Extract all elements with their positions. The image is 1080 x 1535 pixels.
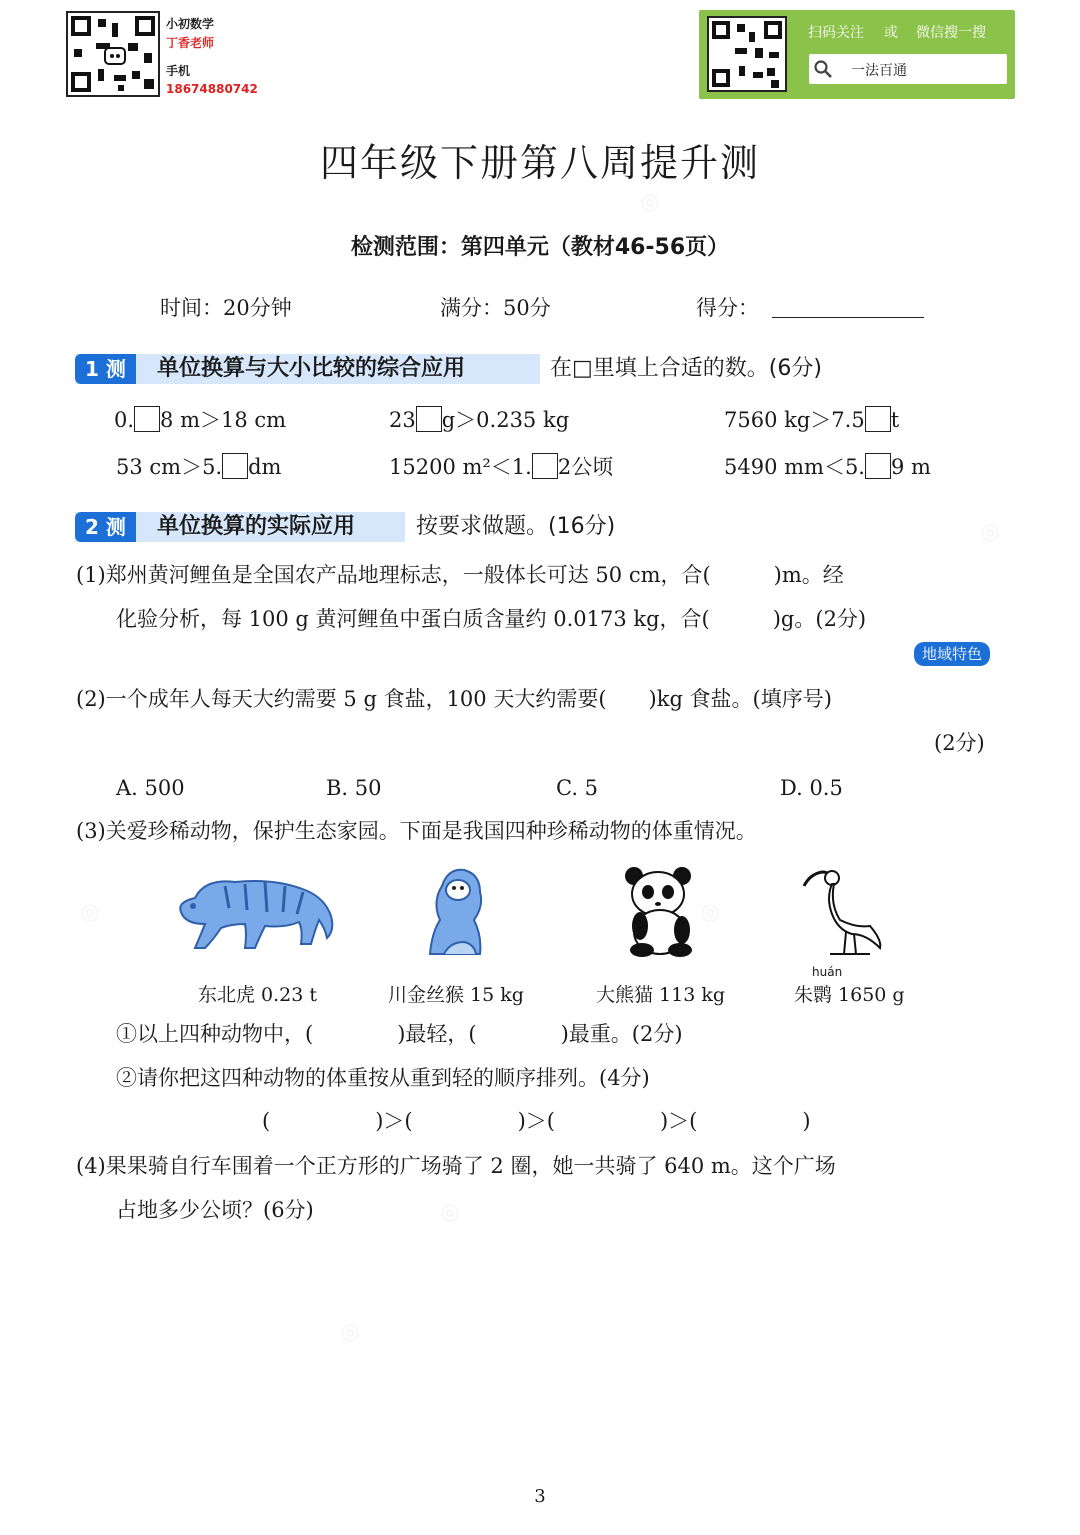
- q3-intro: (3)关爱珍稀动物，保护生态家园。下面是我国四种珍稀动物的体重情况。: [76, 819, 757, 843]
- page-title: 四年级下册第八周提升测: [319, 141, 760, 185]
- section1-badge: 1 测: [75, 354, 136, 384]
- option-c[interactable]: C. 5: [556, 776, 599, 800]
- ibis-icon: [800, 864, 886, 958]
- q3-sub1: ①以上四种动物中，( )最轻，( )最重。(2分): [116, 1022, 683, 1046]
- regional-feature-tag: 地域特色: [914, 642, 990, 666]
- answer-box[interactable]: [134, 406, 160, 432]
- answer-box[interactable]: [532, 453, 558, 479]
- animal-label-tiger: 东北虎 0.23 t: [198, 984, 318, 1006]
- option-a[interactable]: A. 500: [116, 776, 185, 800]
- q1-line2: 化验分析，每 100 g 黄河鲤鱼中蛋白质含量约 0.0173 kg，合( )g。(2分): [116, 607, 867, 631]
- s1-item4: 53 cm＞5. dm: [116, 455, 282, 479]
- or-text: 或: [884, 25, 898, 41]
- section1-title: 单位换算与大小比较的综合应用: [157, 356, 466, 381]
- section2-badge: 2 测: [75, 512, 136, 542]
- watermark: ◎: [694, 896, 725, 929]
- scan-follow-text: 扫码关注: [808, 25, 864, 41]
- watermark: ◎: [74, 896, 105, 929]
- watermark: ◎: [434, 1196, 465, 1229]
- answer-box[interactable]: [865, 453, 891, 479]
- search-input[interactable]: [809, 54, 1007, 84]
- section2-requirement: 按要求做题。(16分): [416, 514, 616, 539]
- left-card-line2: 丁香老师: [166, 36, 215, 50]
- tiger-icon: [175, 868, 337, 954]
- wechat-search-text: 微信搜一搜: [916, 25, 986, 41]
- s1-item1: 0. 8 m＞18 cm: [114, 408, 287, 432]
- animal-label-monkey: 川金丝猴 15 kg: [388, 984, 524, 1006]
- test-scope: 检测范围：第四单元（教材46-56页）: [350, 235, 730, 260]
- ibis-pinyin: huán: [812, 965, 843, 979]
- qr-code-left[interactable]: [66, 11, 160, 97]
- s1-item3: 7560 kg＞7.5 t: [724, 408, 900, 432]
- time-limit: 时间：20分钟: [160, 296, 292, 320]
- score-blank[interactable]: [772, 317, 924, 318]
- q4-line1: (4)果果骑自行车围着一个正方形的广场骑了 2 圈，她一共骑了 640 m。这个广场: [76, 1154, 836, 1178]
- q2-score: (2分): [934, 731, 985, 755]
- q1-line1: (1)郑州黄河鲤鱼是全国农产品地理标志，一般体长可达 50 cm，合( )m。经: [76, 563, 844, 587]
- section2-title: 单位换算的实际应用: [157, 514, 356, 539]
- monkey-icon: [420, 862, 490, 960]
- left-card-line1: 小初数学: [166, 17, 215, 31]
- watermark: ◎: [334, 1316, 365, 1349]
- q4-line2: 占地多少公顷？(6分): [116, 1198, 314, 1222]
- search-icon: [813, 59, 833, 79]
- q3-order-line[interactable]: ( )＞( )＞( )＞( ): [262, 1109, 811, 1133]
- s1-item5: 15200 m²＜1. 2公顷: [389, 455, 614, 479]
- left-card-line3: 手机: [166, 64, 191, 78]
- animal-label-panda: 大熊猫 113 kg: [596, 984, 726, 1006]
- option-d[interactable]: D. 0.5: [780, 776, 843, 800]
- s1-item6: 5490 mm＜5. 9 m: [724, 455, 931, 479]
- q3-sub2: ②请你把这四种动物的体重按从重到轻的顺序排列。(4分): [116, 1066, 650, 1090]
- left-card-phone: 18674880742: [166, 82, 258, 96]
- full-score: 满分：50分: [440, 296, 551, 320]
- q2-line1: (2)一个成年人每天大约需要 5 g 食盐，100 天大约需要( )kg 食盐。(填序号): [76, 687, 832, 711]
- page-number: 3: [534, 1486, 546, 1507]
- option-b[interactable]: B. 50: [326, 776, 382, 800]
- answer-box[interactable]: [865, 406, 891, 432]
- panda-icon: [620, 864, 702, 958]
- s1-item2: 23 g＞0.235 kg: [389, 408, 570, 432]
- score-label: 得分：: [696, 296, 759, 320]
- wechat-icon: [104, 47, 126, 65]
- answer-box[interactable]: [222, 453, 248, 479]
- section1-requirement: 在□里填上合适的数。(6分): [550, 356, 822, 381]
- watermark: ◎: [634, 186, 665, 219]
- answer-box[interactable]: [416, 406, 442, 432]
- animal-label-ibis: 朱鹮 1650 g: [794, 984, 905, 1006]
- qr-code-right[interactable]: [707, 16, 787, 92]
- search-value: 一法百通: [851, 63, 907, 79]
- watermark: ◎: [974, 516, 1005, 549]
